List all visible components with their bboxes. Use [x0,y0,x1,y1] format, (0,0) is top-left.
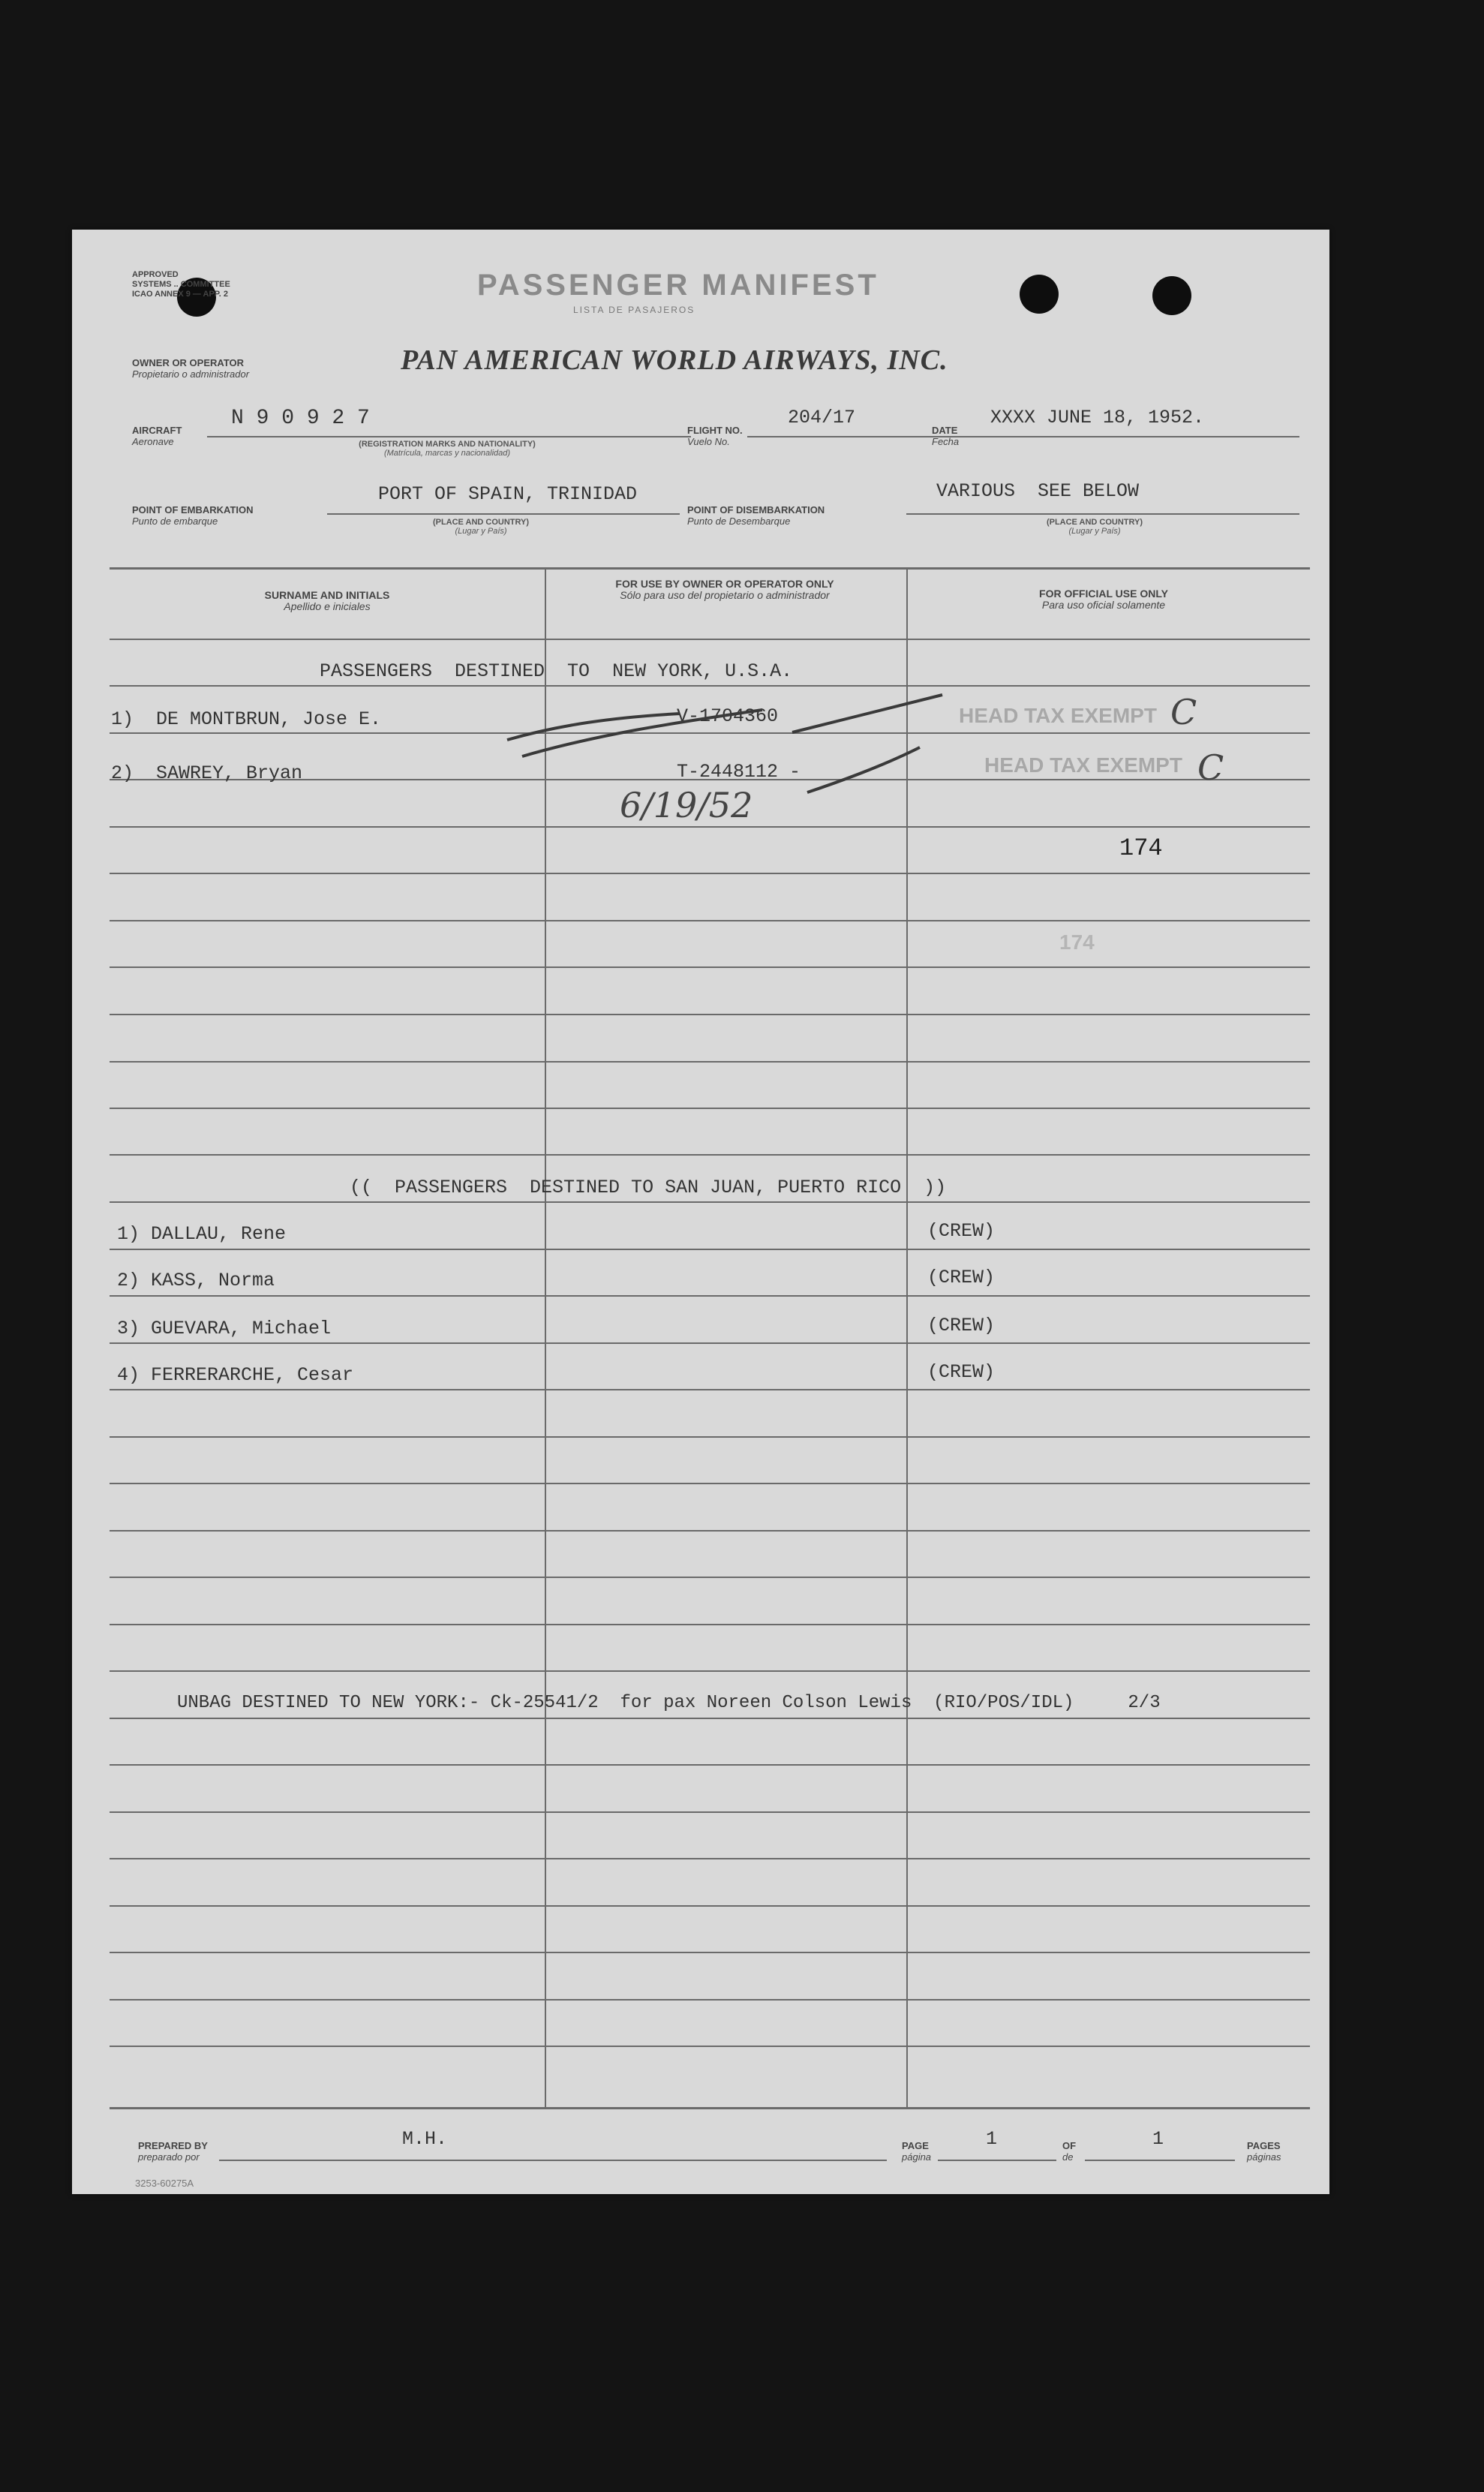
flight-label-en: FLIGHT NO. [687,425,743,436]
crew-2-status: (CREW) [927,1267,996,1288]
unbag-note: UNBAG DESTINED TO NEW YORK:- Ck-25541/2 for pax Noreen Colson Lewis (RIO/POS/IDL) 2/3 [177,1693,1161,1713]
embark-label [132,504,254,527]
pages-label [1247,2140,1281,2163]
owner-label-en: OWNER OR OPERATOR [132,357,245,368]
crew-2-name: 2) KASS, Norma [117,1270,275,1291]
prepared-by-label-es: preparado por [138,2151,200,2163]
page-label-es: página [902,2151,932,2163]
column-header-surname-es: Apellido e iniciales [284,600,371,612]
passenger-2-doc: T-2448112 - [677,761,801,783]
aircraft-label-en: AIRCRAFT [132,425,182,436]
date-label [932,425,959,447]
approval-line-2: SYSTEMS .. COMMITTEE [132,280,230,289]
column-header-official [965,588,1242,611]
aircraft-label-es: Aeronave [132,436,174,447]
embark-place-caption-en: (PLACE AND COUNTRY) [432,518,530,527]
punch-hole-right [1152,276,1191,315]
prepared-by-label-en: PREPARED BY [138,2140,208,2151]
column-header-official-es: Para uso oficial solamente [1041,599,1166,611]
disembark-place-caption-es: (Lugar y País) [1068,527,1121,536]
official-number: 174 [1119,834,1163,862]
disembark-label [687,504,825,527]
crew-3-status: (CREW) [927,1315,996,1336]
column-header-owner-en: FOR USE BY OWNER OR OPERATOR ONLY [615,578,834,590]
pages-label-en: PAGES [1247,2140,1281,2151]
approval-block [132,270,230,299]
crew-1-status: (CREW) [927,1220,996,1242]
embark-place-caption-es: (Lugar y País) [455,527,507,536]
disembark-label-es: Punto de Desembarque [687,516,791,527]
of-label-es: de [1062,2151,1074,2163]
passenger-2-name: 2) SAWREY, Bryan [111,762,303,784]
disembark-label-en: POINT OF DISEMBARKATION [687,504,825,516]
page-value: 1 [986,2128,998,2150]
passenger-2-stamp: HEAD TAX EXEMPT [984,753,1182,777]
registration-caption-es: (Matrícula, marcas y nacionalidad) [383,449,511,458]
of-label-en: OF [1062,2140,1077,2151]
airline-name: PAN AMERICAN WORLD AIRWAYS, INC. [401,344,948,376]
embark-label-es: Punto de embarque [132,516,218,527]
column-header-surname-en: SURNAME AND INITIALS [264,589,390,601]
flight-label-es: Vuelo No. [687,436,730,447]
prepared-by-value: M.H. [402,2128,448,2150]
owner-label-es: Propietario o administrador [132,368,250,380]
flight-label [687,425,743,447]
column-header-official-en: FOR OFFICIAL USE ONLY [1039,588,1168,600]
column-header-owner-es: Sólo para uso del propietario o administrador [620,589,830,601]
group1-heading: PASSENGERS DESTINED TO NEW YORK, U.S.A. [320,660,793,682]
disembark-place-caption-en: (PLACE AND COUNTRY) [1046,518,1143,527]
passenger-1-doc: V-1704360 [677,705,779,727]
aircraft-label [132,425,182,447]
crew-1-name: 1) DALLAU, Rene [117,1223,287,1245]
registration-caption [320,440,575,458]
prepared-by-label [138,2140,208,2163]
pages-value: 1 [1152,2128,1164,2150]
owner-label [132,357,249,380]
crew-4-status: (CREW) [927,1361,996,1383]
form-number: 3253-60275A [135,2178,194,2189]
manifest-sheet [72,230,1329,2194]
punch-hole-center [1020,275,1059,314]
pages-label-es: páginas [1247,2151,1281,2163]
embark-place-caption [395,518,567,536]
crew-3-name: 3) GUEVARA, Michael [117,1318,332,1339]
embark-value: PORT OF SPAIN, TRINIDAD [378,483,638,505]
form-subtitle: LISTA DE PASAJEROS [573,305,695,315]
approval-line-1: APPROVED [132,270,179,279]
passenger-1-mark: C [1170,692,1197,732]
page-label [902,2140,931,2163]
embark-label-en: POINT OF EMBARKATION [132,504,254,516]
official-number-stamp: 174 [1059,930,1095,954]
form-title: PASSENGER MANIFEST [477,269,879,302]
date-value: XXXX JUNE 18, 1952. [990,407,1205,428]
passenger-2-mark: C [1197,747,1224,788]
aircraft-value: N 9 0 9 2 7 [231,407,370,430]
of-label [1062,2140,1076,2163]
approval-line-3: ICAO ANNEX 9 — APP. 2 [132,290,228,299]
column-header-owner [612,579,837,601]
flight-value: 204/17 [788,407,856,428]
date-label-en: DATE [932,425,958,436]
handwritten-date: 6/19/52 [620,785,753,825]
date-label-es: Fecha [932,436,960,447]
page-label-en: PAGE [902,2140,929,2151]
passenger-1-name: 1) DE MONTBRUN, Jose E. [111,708,382,730]
group2-heading: (( PASSENGERS DESTINED TO SAN JUAN, PUERTO RICO )) [350,1177,947,1198]
disembark-place-caption [1008,518,1181,536]
registration-caption-en: (REGISTRATION MARKS AND NATIONALITY) [359,440,536,449]
column-header-surname [162,590,492,612]
crew-4-name: 4) FERRERARCHE, Cesar [117,1364,354,1386]
disembark-value: VARIOUS SEE BELOW [936,480,1140,502]
passenger-1-stamp: HEAD TAX EXEMPT [959,704,1157,727]
